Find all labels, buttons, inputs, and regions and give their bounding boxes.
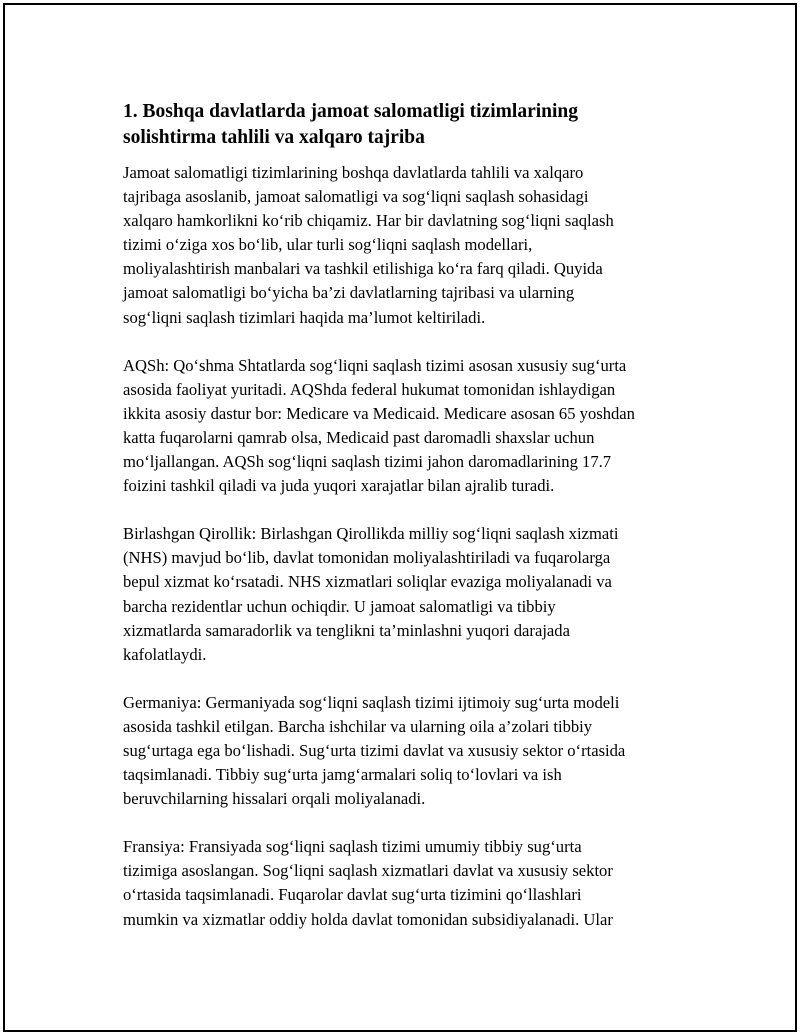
text-line: tajribaga asoslanib, jamoat salomatligi va sog‘liqni saqlash sohasidagi [123,187,589,207]
text-line: tizimi o‘ziga xos bo‘lib, ular turli sog‘liqni saqlash modellari, [123,235,533,255]
text-line: tizimiga asoslangan. Sog‘liqni saqlash xizmatlari davlat va xususiy sektor [123,861,613,881]
text-line: mo‘ljallangan. AQSh sog‘liqni saqlash tizimi jahon daromadlarining 17.7 [123,452,612,472]
text-line: ikkita asosiy dastur bor: Medicare va Medicaid. Medicare asosan 65 yoshdan [123,403,635,423]
text-line: asosida faoliyat yuritadi. AQShda federal hukumat tomonidan ishlaydigan [123,379,616,399]
text-line: foizini tashkil qiladi va juda yuqori xarajatlar bilan ajralib turadi. [123,476,555,496]
text-line: (NHS) mavjud bo‘lib, davlat tomonidan moliyalashtiriladi va fuqarolarga [123,548,611,568]
text-line: taqsimlanadi. Tibbiy sug‘urta jamg‘armalari soliq to‘lovlari va ish [123,765,562,785]
text-line: Birlashgan Qirollik: Birlashgan Qirollikda milliy sog‘liqni saqlash xizmati [123,524,619,544]
page-frame [3,3,797,1032]
text-line: bepul xizmat ko‘rsatadi. NHS xizmatlari soliqlar evaziga moliyalanadi va [123,572,612,592]
text-line: Fransiya: Fransiyada sog‘liqni saqlash tizimi umumiy tibbiy sug‘urta [123,837,582,857]
text-line: kafolatlaydi. [123,644,207,664]
heading-line: solishtirma tahlili va xalqaro tajriba [123,127,425,148]
heading-line: 1. Boshqa davlatlarda jamoat salomatligi tizimlarining [123,101,579,122]
paragraph-france [123,835,698,931]
text-line: sug‘urtaga ega bo‘lishadi. Sug‘urta tizimi davlat va xususiy sektor o‘rtasida [123,740,626,760]
text-line: barcha rezidentlar uchun ochiqdir. U jamoat salomatligi va tibbiy [123,596,556,616]
text-line: sog‘liqni saqlash tizimlari haqida ma’lumot keltiriladi. [123,307,486,327]
paragraph-usa [123,354,698,499]
text-line: AQSh: Qo‘shma Shtatlarda sog‘liqni saqlash tizimi asosan xususiy sug‘urta [123,355,627,375]
section-heading [123,99,698,151]
text-line: xizmatlarda samaradorlik va tenglikni ta’minlashni yuqori darajada [123,620,570,640]
text-line: Jamoat salomatligi tizimlarining boshqa davlatlarda tahlili va xalqaro [123,163,584,182]
document-body [123,99,698,956]
paragraph-uk [123,522,698,667]
paragraph-intro [123,161,698,330]
text-line: asosida tashkil etilgan. Barcha ishchilar va ularning oila a’zolari tibbiy [123,716,593,736]
text-line: o‘rtasida taqsimlanadi. Fuqarolar davlat sug‘urta tizimini qo‘llashlari [123,885,582,905]
text-line: Germaniya: Germaniyada sog‘liqni saqlash tizimi ijtimoiy sug‘urta modeli [123,692,620,712]
paragraph-germany [123,691,698,811]
text-line: beruvchilarning hissalari orqali moliyalanadi. [123,789,426,809]
text-line: jamoat salomatligi bo‘yicha ba’zi davlatlarning tajribasi va ularning [123,283,575,303]
text-line: katta fuqarolarni qamrab olsa, Medicaid past daromadli shaxslar uchun [123,427,595,447]
text-line: moliyalashtirish manbalari va tashkil etilishiga ko‘ra farq qiladi. Quyida [123,259,603,279]
text-line: xalqaro hamkorlikni ko‘rib chiqamiz. Har bir davlatning sog‘liqni saqlash [123,211,614,231]
text-line: mumkin va xizmatlar oddiy holda davlat tomonidan subsidiyalanadi. Ular [123,909,613,929]
